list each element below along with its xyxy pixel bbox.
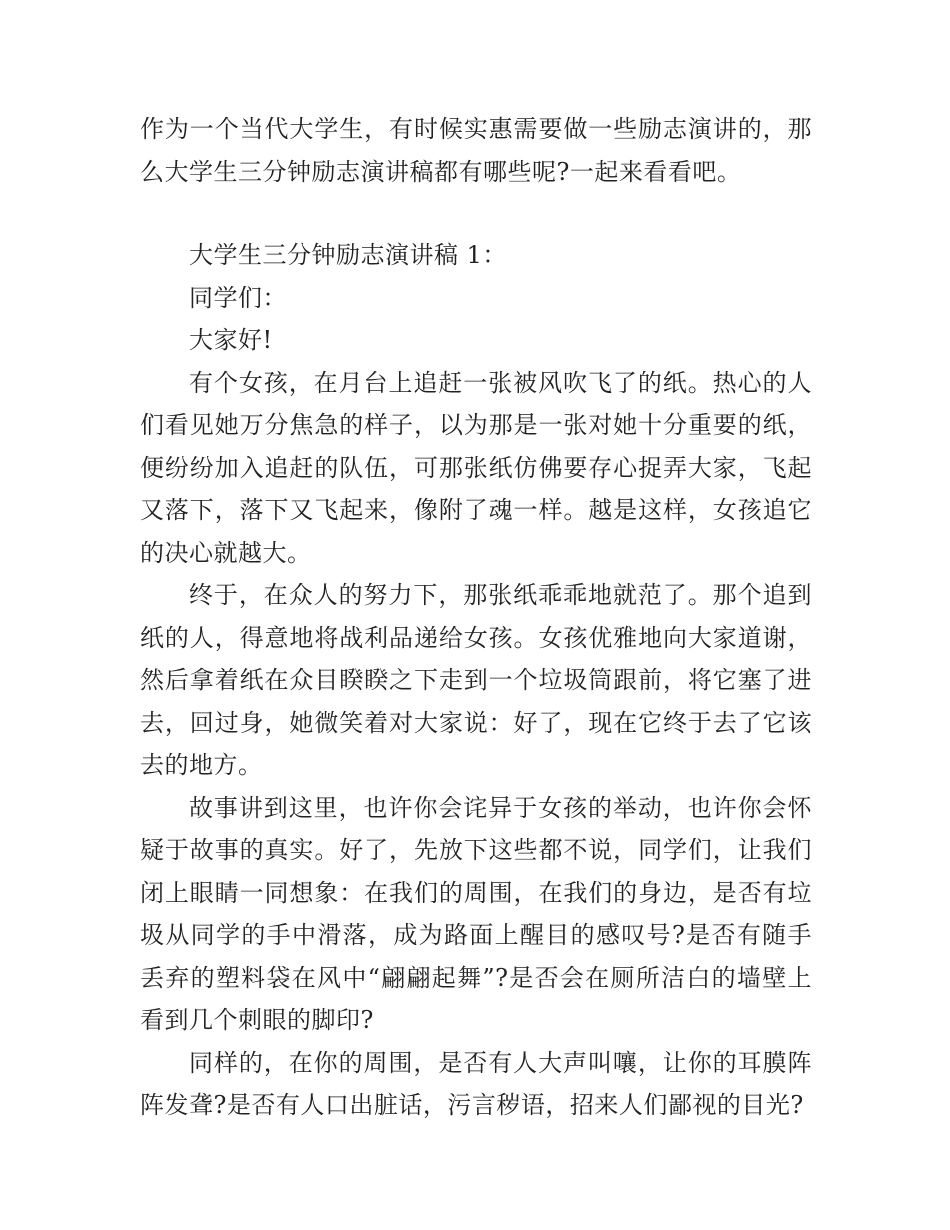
intro-paragraph: 作为一个当代大学生，有时候实惠需要做一些励志演讲的，那么大学生三分钟励志演讲稿都有哪些呢?一起来看看吧。 — [140, 115, 812, 186]
body-paragraph: 同样的，在你的周围，是否有人大声叫嚷，让你的耳膜阵阵发聋?是否有人口出脏话，污言秽语，招来人们鄙视的目光? — [140, 1048, 812, 1119]
body-paragraph: 有个女孩，在月台上追赶一张被风吹飞了的纸。热心的人们看见她万分焦急的样子，以为那是一张对她十分重要的纸，便纷纷加入追赶的队伍，可那张纸仿佛要存心捉弄大家，飞起又落下，落下又飞起来，像附了魂一样。越是这样，女孩追它的决心就越大。 — [140, 368, 812, 567]
speech-section — [140, 234, 812, 1127]
body-paragraph: 终于，在众人的努力下，那张纸乖乖地就范了。那个追到纸的人，得意地将战利品递给女孩。女孩优雅地向大家道谢，然后拿着纸在众目睽睽之下走到一个垃圾筒跟前，将它塞了进去，回过身，她微笑着对大家说：好了，现在它终于去了它该去的地方。 — [140, 581, 812, 779]
body-paragraph: 故事讲到这里，也许你会诧异于女孩的举动，也许你会怀疑于故事的真实。好了，先放下这些都不说，同学们，让我们闭上眼睛一同想象：在我们的周围，在我们的身边，是否有垃圾从同学的手中滑落，成为路面上醒目的感叹号?是否有随手丢弃的塑料袋在风中“翩翩起舞”?是否会在厕所洁白的墙壁上看到几个刺眼的脚印? — [140, 793, 812, 1034]
salutation: 同学们： — [189, 283, 287, 312]
speech-heading: 大学生三分钟励志演讲稿 1： — [189, 241, 507, 269]
greeting: 大家好! — [189, 326, 273, 354]
intro-section — [140, 108, 812, 193]
